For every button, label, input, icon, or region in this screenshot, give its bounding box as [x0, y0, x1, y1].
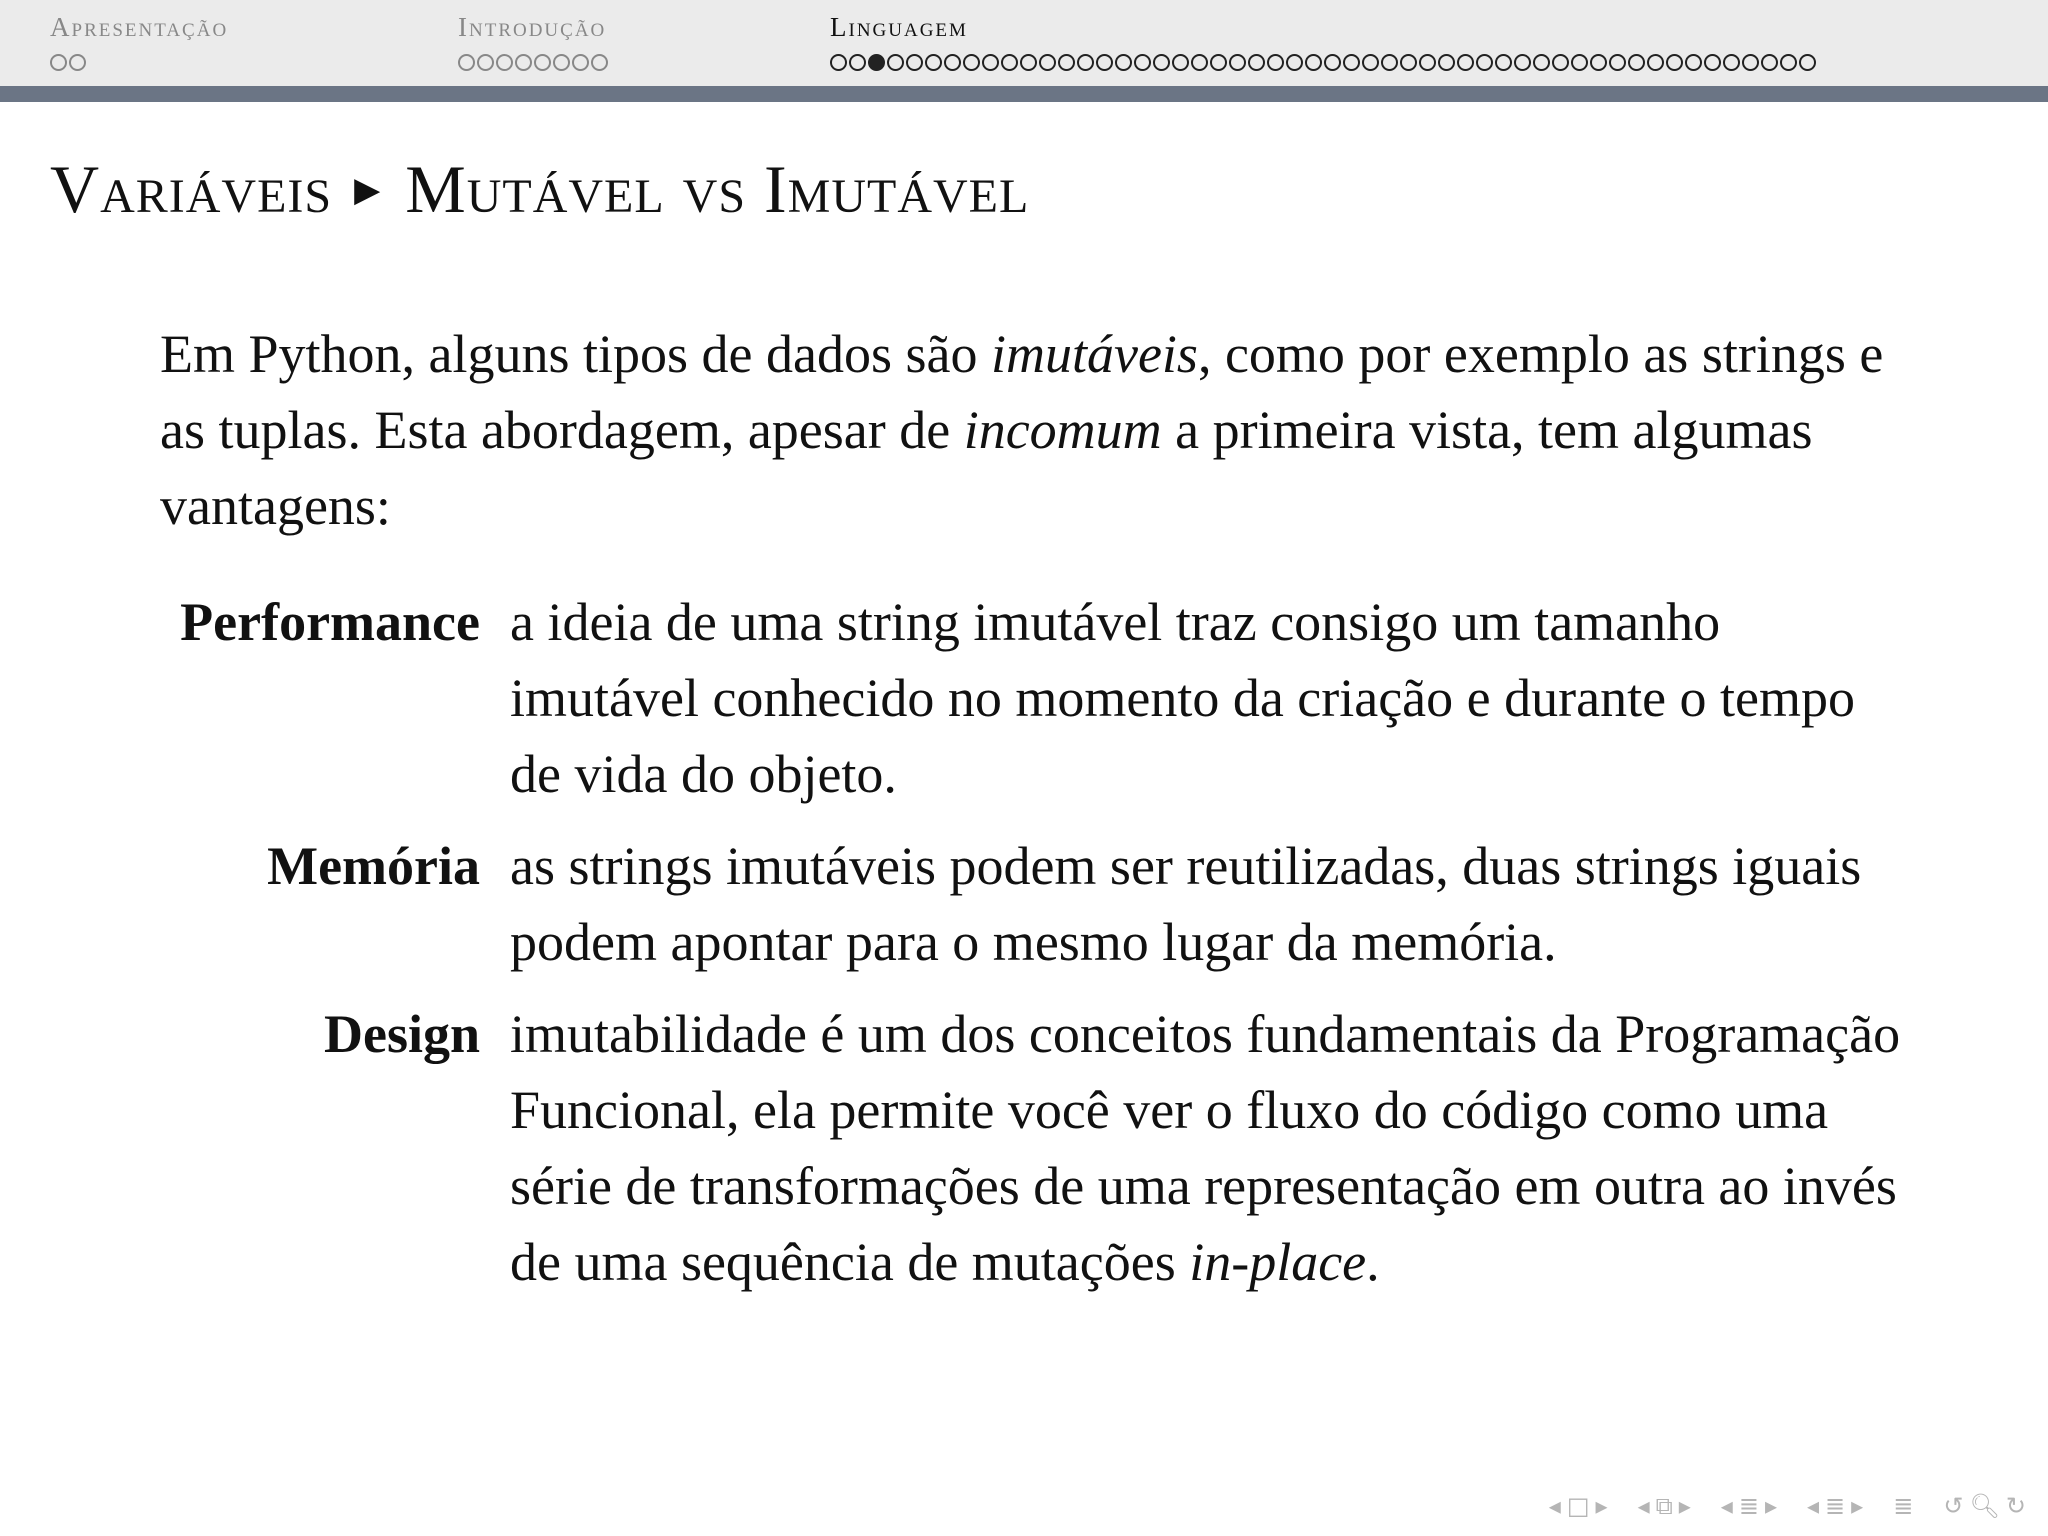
beamer-navigation-symbols: [1549, 1488, 2026, 1524]
nav-dot[interactable]: [982, 54, 999, 71]
nav-dot[interactable]: [477, 54, 494, 71]
frame-next-icon[interactable]: ▸: [1595, 1492, 1608, 1520]
forward-icon[interactable]: ↻: [2005, 1492, 2026, 1520]
nav-dot[interactable]: [1058, 54, 1075, 71]
nav-dot[interactable]: [534, 54, 551, 71]
nav-dot[interactable]: [1628, 54, 1645, 71]
list-item: [160, 996, 1910, 1300]
nav-dots: [830, 54, 1816, 71]
nav-dot[interactable]: [1400, 54, 1417, 71]
subsection-next-icon[interactable]: ▸: [1678, 1492, 1691, 1520]
title-separator-icon: ▶: [354, 172, 382, 210]
nav-dot[interactable]: [1248, 54, 1265, 71]
nav-dot[interactable]: [1172, 54, 1189, 71]
section-icon[interactable]: ≣: [1738, 1492, 1759, 1520]
intro-text: a primeira vista, tem algumas vantagens:: [160, 400, 1813, 536]
nav-dot[interactable]: [572, 54, 589, 71]
description-list: [160, 584, 1910, 1300]
nav-dot[interactable]: [1609, 54, 1626, 71]
nav-dot[interactable]: [1305, 54, 1322, 71]
list-item: [160, 584, 1910, 812]
section-next-icon[interactable]: ▸: [1764, 1492, 1777, 1520]
nav-section-title[interactable]: Introdução: [458, 12, 607, 42]
section-prev-icon[interactable]: ◂: [1720, 1492, 1733, 1520]
definition-emphasis: in-place: [1189, 1232, 1367, 1292]
nav-dot[interactable]: [1286, 54, 1303, 71]
nav-dot[interactable]: [1761, 54, 1778, 71]
nav-dot[interactable]: [496, 54, 513, 71]
search-icon[interactable]: 🔍︎: [1969, 1492, 2000, 1520]
intro-emphasis: incomum: [963, 400, 1162, 460]
nav-dot-current[interactable]: [868, 54, 885, 71]
nav-dot[interactable]: [1723, 54, 1740, 71]
nav-dot[interactable]: [1495, 54, 1512, 71]
frame-title-subsection: Mutável vs Imutável: [405, 151, 1030, 227]
nav-dot[interactable]: [1134, 54, 1151, 71]
nav-dot[interactable]: [1001, 54, 1018, 71]
toc-icon[interactable]: ≣: [1893, 1492, 1914, 1520]
nav-dot[interactable]: [1343, 54, 1360, 71]
term-design: Design: [323, 1004, 480, 1064]
nav-dot[interactable]: [1229, 54, 1246, 71]
nav-dot[interactable]: [1362, 54, 1379, 71]
nav-dot[interactable]: [906, 54, 923, 71]
definition-memoria: as strings imutáveis podem ser reutilizadas, duas strings iguais podem apontar para o mesmo lugar da memória.: [510, 836, 1862, 972]
nav-dot[interactable]: [1267, 54, 1284, 71]
nav-dots: [458, 54, 608, 71]
nav-dot[interactable]: [1666, 54, 1683, 71]
frame-prev-icon[interactable]: ◂: [1548, 1492, 1561, 1520]
nav-dot[interactable]: [849, 54, 866, 71]
definition-design: [510, 996, 1910, 1300]
subsection-icon[interactable]: ⧉: [1655, 1492, 1673, 1520]
intro-emphasis: imutáveis: [990, 324, 1198, 384]
nav-dot[interactable]: [69, 54, 86, 71]
term-performance: Performance: [180, 592, 480, 652]
nav-dot[interactable]: [1476, 54, 1493, 71]
nav-dot[interactable]: [1077, 54, 1094, 71]
nav-dot[interactable]: [591, 54, 608, 71]
term-memoria: Memória: [267, 836, 480, 896]
frame-icon[interactable]: □: [1566, 1492, 1590, 1520]
nav-dot[interactable]: [1590, 54, 1607, 71]
intro-text: Em Python, alguns tipos de dados são: [160, 324, 991, 384]
nav-dot[interactable]: [553, 54, 570, 71]
nav-dot[interactable]: [1438, 54, 1455, 71]
nav-dot[interactable]: [1742, 54, 1759, 71]
header-divider-bar: [0, 86, 2048, 102]
nav-dot[interactable]: [944, 54, 961, 71]
intro-paragraph: [160, 316, 1910, 544]
section-navigation: [0, 0, 2048, 86]
nav-dot[interactable]: [963, 54, 980, 71]
document-next-icon[interactable]: ▸: [1851, 1492, 1864, 1520]
nav-dot[interactable]: [1039, 54, 1056, 71]
nav-dot[interactable]: [1153, 54, 1170, 71]
nav-dot[interactable]: [1647, 54, 1664, 71]
document-prev-icon[interactable]: ◂: [1807, 1492, 1820, 1520]
document-icon[interactable]: ≣: [1825, 1492, 1846, 1520]
nav-dot[interactable]: [1704, 54, 1721, 71]
nav-dot[interactable]: [887, 54, 904, 71]
definition-text: .: [1366, 1232, 1380, 1292]
frame-title-section: Variáveis: [50, 151, 333, 227]
nav-dot[interactable]: [1799, 54, 1816, 71]
nav-dot[interactable]: [1020, 54, 1037, 71]
nav-dot[interactable]: [1685, 54, 1702, 71]
nav-dot[interactable]: [1457, 54, 1474, 71]
definition-performance: a ideia de uma string imutável traz consigo um tamanho imutável conhecido no momento da criação e durante o tempo de vida do objeto.: [510, 592, 1856, 804]
frame-title: [50, 150, 1029, 229]
nav-section-title[interactable]: Apresentação: [50, 12, 229, 42]
nav-dot[interactable]: [1115, 54, 1132, 71]
nav-dot[interactable]: [1191, 54, 1208, 71]
nav-section-title[interactable]: Linguagem: [830, 12, 968, 42]
nav-dot[interactable]: [1324, 54, 1341, 71]
slide-content: [160, 316, 1910, 1316]
intro-text: , como por exemplo as strings e as tuplas. Esta abordagem, apesar de: [160, 324, 1884, 460]
nav-dot[interactable]: [830, 54, 847, 71]
nav-dot[interactable]: [458, 54, 475, 71]
list-item: [160, 828, 1910, 980]
nav-dot[interactable]: [1096, 54, 1113, 71]
subsection-prev-icon[interactable]: ◂: [1637, 1492, 1650, 1520]
definition-text: imutabilidade é um dos conceitos fundamentais da Programação Funcional, ela permite você ver o fluxo do código como uma série de transformações de uma representação em outra ao invés de uma sequência de mutações: [510, 1004, 1901, 1292]
nav-dot[interactable]: [925, 54, 942, 71]
nav-dot[interactable]: [1780, 54, 1797, 71]
nav-dot[interactable]: [515, 54, 532, 71]
back-icon[interactable]: ↺: [1943, 1492, 1964, 1520]
nav-dot[interactable]: [1533, 54, 1550, 71]
nav-dots: [50, 54, 86, 71]
nav-dot[interactable]: [1210, 54, 1227, 71]
nav-dot[interactable]: [1381, 54, 1398, 71]
nav-dot[interactable]: [1419, 54, 1436, 71]
nav-dot[interactable]: [1514, 54, 1531, 71]
nav-dot[interactable]: [1552, 54, 1569, 71]
nav-dot[interactable]: [50, 54, 67, 71]
nav-dot[interactable]: [1571, 54, 1588, 71]
